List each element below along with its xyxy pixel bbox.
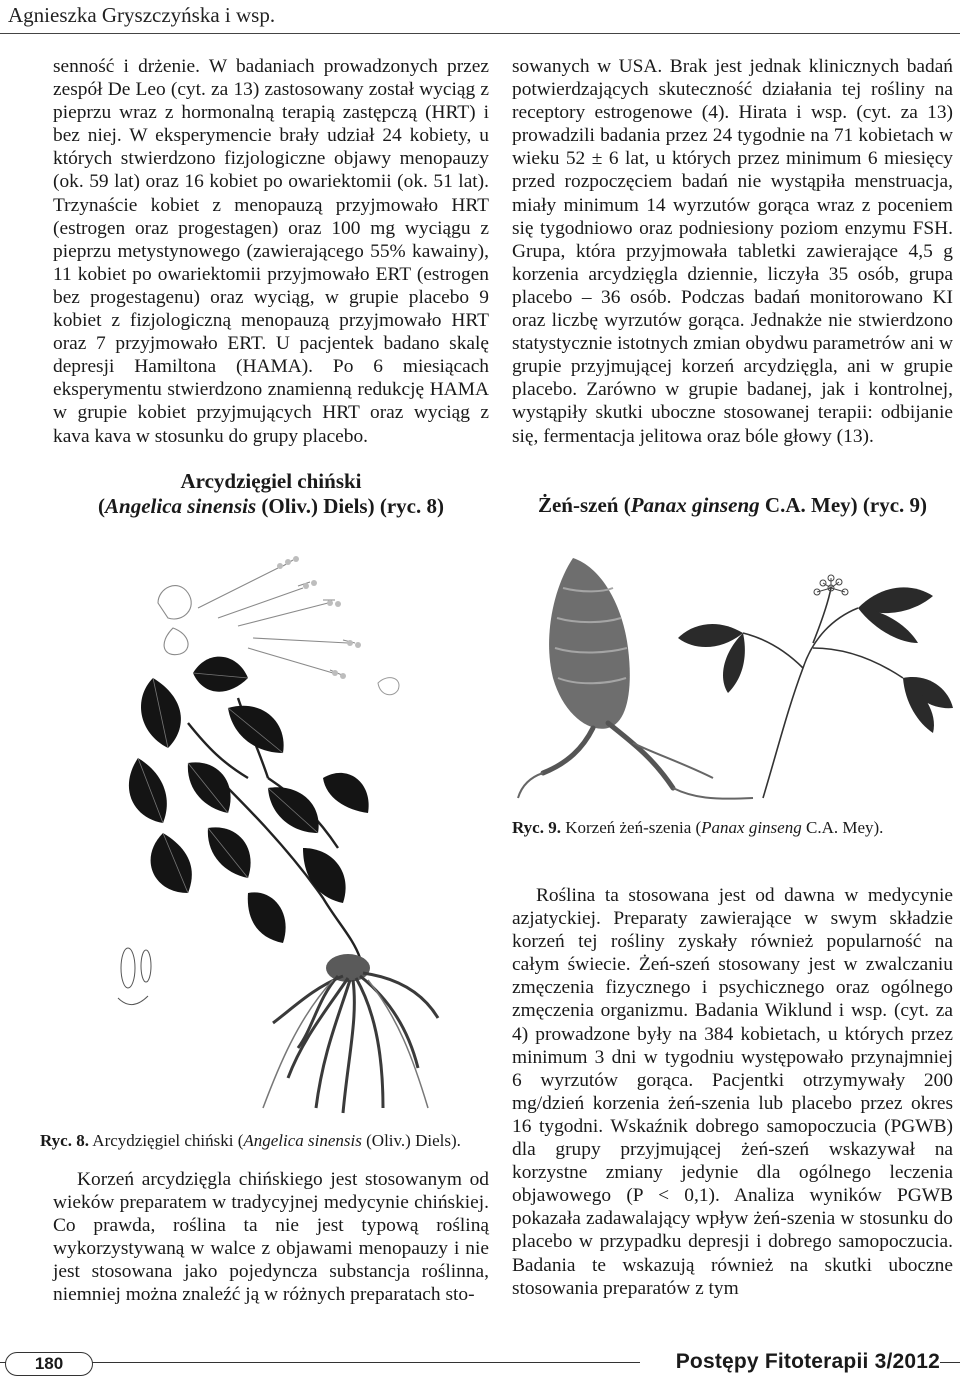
section-heading-angelica [53, 469, 489, 519]
heading-paren: ( [98, 494, 106, 518]
section-heading-line2 [53, 494, 489, 519]
heading-latin-name: Angelica sinensis [105, 494, 257, 518]
section-heading-line1: Arcydzięgiel chiński [180, 469, 362, 493]
paragraph: Roślina ta stosowana jest od dawna w medycynie azjatyckiej. Preparaty zawierające w swym składzie korzeń tej rośliny zyskały również popularność na całym świecie. Żeń-szeń stosowany jest w zwalczaniu zmęczenia fizycznego i psychicznego oraz ogólnego zmęczenia organizmu. Badania Wiklund i wsp. (cyt. za 4) prowadzone były na 384 kobietach, u których przez minimum 3 dni w tygodniu występowało przynajmniej 6 wyrzutów gorąca. Pacjentki otrzymywały 200 mg/dzień korzenia żeń-szenia lub placebo przez okres 16 tygodni. Wskaźnik dobrego samopoczucia (PGWB) dla grupy przyjmującej żeń-szeń wskazywał na korzystne zmiany jedynie dla ogólnego leczenia objawowego (P < 0,1). Analiza wyników PGWB pokazała zadawalający wpływ żeń-szenia w stosunku do placebo w przypadku depresji i dobrego samopoczucia. Badania te wskazują również na skutki uboczne stosowania preparatów z tym [512, 885, 953, 1299]
caption-label: Ryc. 9. [512, 818, 561, 837]
header-rule [0, 33, 960, 34]
paragraph: senność i drżenie. W badaniach prowadzonych przez zespół De Leo (cyt. za 13) zastosowany został wyciąg z pieprzu wraz z hormonalną terapią zastępczą (HRT) i bez niej. W eksperymencie brały udział 24 kobiety, u których stwierdzono fizjologiczne objawy menopauzy (ok. 59 lat) oraz 16 kobiet po owariektomii (ok. 51 lat). Trzynaście kobiet z menopauzą przyjmowało HRT (estrogen oraz progestagen) oraz 100 mg wyciągu z pieprzu metystynowego (zawierającego 55% kawainy), 11 kobiet po owariektomii przyjmowało ERT (estrogen bez progestagenu) oraz wyciąg, w grupie placebo 9 kobiet z fizjologiczną menopauzą przyjmowało HRT oraz 7 przyjmowało ERT. U pacjentek badano skalę depresji Hamiltona (HAMA). Po 6 miesiącach eksperymentu stwierdzono znamienną redukcję HAMA w grupie kobiet przyjmujących HRT oraz wyciąg z kava kava w stosunku do grupy placebo. [53, 56, 489, 447]
left-column-bottom [53, 1168, 489, 1307]
caption-text: Korzeń żeń-szenia ( [560, 818, 702, 837]
left-column-top [53, 55, 489, 448]
caption-latin: Angelica sinensis [243, 1131, 362, 1150]
caption-end: C.A. Mey). [801, 818, 884, 837]
figure-8-caption [40, 1130, 490, 1151]
caption-label: Ryc. 8. [40, 1131, 89, 1150]
heading-latin-name: Panax ginseng [630, 493, 760, 517]
running-head: Agnieszka Gryszczyńska i wsp. [8, 3, 276, 27]
caption-latin: Panax ginseng [701, 818, 802, 837]
figure-9-caption [512, 817, 953, 838]
caption-end: (Oliv.) Diels). [361, 1131, 461, 1150]
page-number: 180 [5, 1352, 93, 1376]
paragraph: Korzeń arcydzięgla chińskiego jest stosowanym od wieków preparatem w tradycyjnej medycynie chińskiej. Co prawda, roślina ta nie jest typową rośliną wykorzystywaną w walce z objawami menopauzy i nie jest stosowana jako pojedyncza substancja roślinna, niemniej można znaleźć ją w różnych preparatach sto- [53, 1169, 489, 1306]
caption-text: Arcydzięgiel chiński ( [88, 1131, 244, 1150]
journal-title: Postępy Fitoterapii 3/2012 [640, 1350, 940, 1376]
right-column-bottom [512, 884, 953, 1300]
heading-rest: C.A. Mey) (ryc. 9) [759, 493, 928, 517]
heading-rest: (Oliv.) Diels) (ryc. 8) [256, 494, 444, 518]
right-column-top [512, 55, 953, 448]
heading-prefix: Żeń-szeń ( [537, 493, 631, 517]
ginseng-illustration [513, 548, 957, 803]
paragraph: sowanych w USA. Brak jest jednak klinicznych badań potwierdzających skuteczność działania tej rośliny na receptory estrogenowe (4). Hirata i wsp. (cyt. za 13) prowadzili badania przez 24 tygodnie na 71 kobietach w wieku 52 ± 6 lat, u których przez minimum 6 miesięcy przed rozpoczęciem badań nie wystąpiła menstruacja, miały minimum 14 wyrzutów gorąca wraz z poceniem się tygodniowo oraz podniesiony poziom enzymu FSH. Grupa, która przyjmowała tabletki zawierające 4,5 g korzenia arcydzięgla dziennie, liczyła 35 osób, grupa placebo – 36 osób. Podczas badań monitorowano KI oraz liczbę wyrzutów gorąca. Jednakże nie stwierdzono statystycznie istotnych zmian obydwu parametrów ani w grupie przyjmującej korzeń arcydzięgla, ani w grupie placebo. Zarówno w grupie badanej, jak i kontrolnej, wystąpiły skutki uboczne stosowanej terapii: odbijanie się, fermentacja jelitowa oraz bóle głowy (13). [512, 56, 953, 447]
section-heading-ginseng [512, 493, 953, 518]
angelica-illustration [98, 548, 450, 1120]
